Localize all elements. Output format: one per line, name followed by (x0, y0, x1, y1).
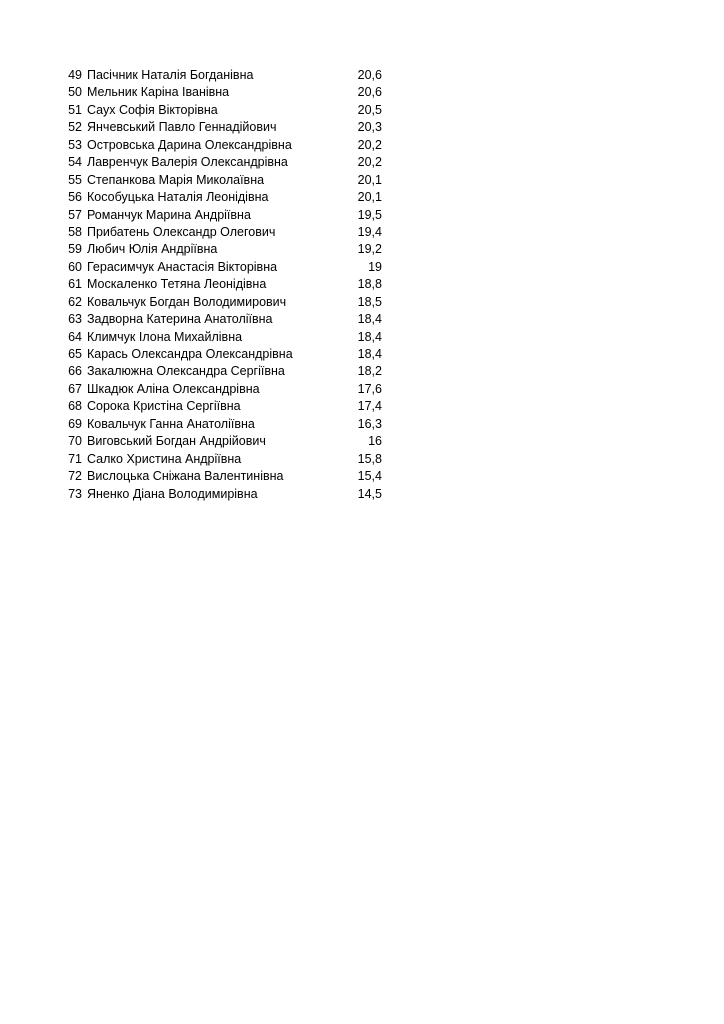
student-name: Степанкова Марія Миколаївна (87, 172, 265, 187)
score-value: 17,4 (357, 399, 382, 414)
row-number: 52 (68, 120, 82, 135)
row-number: 54 (68, 155, 82, 170)
table-row (62, 451, 382, 468)
row-number: 55 (68, 172, 82, 187)
student-name: Сорока Кристіна Сергіївна (87, 399, 241, 414)
student-name: Ковальчук Ганна Анатоліївна (87, 416, 255, 431)
student-name: Саух Софія Вікторівна (87, 102, 218, 117)
row-number: 72 (68, 469, 82, 484)
student-name: Закалюжна Олександра Сергіївна (87, 364, 285, 379)
table-row (62, 67, 382, 84)
table-row (62, 154, 382, 171)
row-number: 70 (68, 434, 82, 449)
row-number: 67 (68, 381, 82, 396)
table-row (62, 416, 382, 433)
table-row (62, 311, 382, 328)
row-number: 56 (68, 190, 82, 205)
table-row (62, 276, 382, 293)
row-number: 63 (68, 312, 82, 327)
table-row (62, 381, 382, 398)
table-row (62, 346, 382, 363)
table-row (62, 84, 382, 101)
student-name: Романчук Марина Андріївна (87, 207, 251, 222)
score-value: 20,1 (357, 172, 382, 187)
student-name: Янчевський Павло Геннадійович (87, 120, 277, 135)
table-row (62, 137, 382, 154)
score-value: 20,6 (357, 85, 382, 100)
table-row (62, 468, 382, 485)
ranking-table (62, 67, 382, 503)
score-value: 18,4 (357, 312, 382, 327)
table-row (62, 259, 382, 276)
row-number: 69 (68, 416, 82, 431)
row-number: 64 (68, 329, 82, 344)
student-name: Климчук Ілона Михайлівна (87, 329, 243, 344)
student-name: Салко Христина Андріївна (87, 451, 242, 466)
score-value: 18,5 (357, 294, 382, 309)
table-row (62, 329, 382, 346)
score-value: 19 (368, 259, 382, 274)
score-value: 20,2 (357, 155, 382, 170)
table-row (62, 486, 382, 503)
table-row (62, 207, 382, 224)
score-value: 20,6 (357, 68, 382, 82)
row-number: 49 (68, 68, 82, 82)
table-row (62, 398, 382, 415)
student-name: Карась Олександра Олександрівна (87, 347, 293, 361)
row-number: 73 (68, 486, 82, 501)
score-value: 19,4 (357, 224, 382, 239)
student-name: Задворна Катерина Анатоліївна (87, 312, 273, 327)
table-row (62, 102, 382, 119)
score-value: 18,4 (357, 329, 382, 344)
student-name: Мельник Каріна Іванівна (87, 85, 230, 100)
score-value: 18,4 (357, 347, 382, 361)
score-value: 20,3 (357, 120, 382, 135)
student-name: Ковальчук Богдан Володимирович (87, 294, 287, 309)
score-value: 20,5 (357, 102, 382, 117)
row-number: 51 (68, 102, 82, 117)
score-value: 18,8 (357, 277, 382, 292)
row-number: 62 (68, 294, 82, 309)
row-number: 58 (68, 224, 82, 239)
table-row (62, 241, 382, 258)
table-row (62, 119, 382, 136)
row-number: 57 (68, 207, 82, 222)
student-name: Шкадюк Аліна Олександрівна (87, 381, 260, 396)
student-name: Кособуцька Наталія Леонідівна (87, 190, 269, 205)
row-number: 68 (68, 399, 82, 414)
score-value: 19,2 (357, 242, 382, 257)
score-value: 18,2 (357, 364, 382, 379)
row-number: 50 (68, 85, 82, 100)
student-name: Лавренчук Валерія Олександрівна (87, 155, 288, 170)
score-value: 20,2 (357, 137, 382, 152)
student-name: Островська Дарина Олександрівна (87, 137, 292, 152)
score-value: 20,1 (357, 190, 382, 205)
table-row (62, 172, 382, 189)
student-name: Герасимчук Анастасія Вікторівна (87, 259, 278, 274)
table-row (62, 433, 382, 450)
score-value: 14,5 (357, 486, 382, 501)
row-number: 71 (68, 451, 82, 466)
student-name: Москаленко Тетяна Леонідівна (87, 277, 267, 292)
row-number: 61 (68, 277, 82, 292)
student-name: Виговський Богдан Андрійович (87, 434, 266, 449)
student-name: Пасічник Наталія Богданівна (87, 68, 254, 82)
score-value: 15,8 (357, 451, 382, 466)
table-row (62, 363, 382, 380)
score-value: 16 (368, 434, 382, 449)
table-row (62, 189, 382, 206)
table-row (62, 294, 382, 311)
row-number: 59 (68, 242, 82, 257)
score-value: 17,6 (357, 381, 382, 396)
row-number: 66 (68, 364, 82, 379)
score-value: 16,3 (357, 416, 382, 431)
score-value: 19,5 (357, 207, 382, 222)
student-name: Вислоцька Сніжана Валентинівна (87, 469, 284, 484)
row-number: 60 (68, 259, 82, 274)
row-number: 65 (68, 347, 82, 361)
score-value: 15,4 (357, 469, 382, 484)
student-name: Любич Юлія Андріївна (87, 242, 218, 257)
table-row (62, 224, 382, 241)
row-number: 53 (68, 137, 82, 152)
student-name: Прибатень Олександр Олегович (87, 224, 276, 239)
student-name: Яненко Діана Володимирівна (87, 486, 258, 501)
